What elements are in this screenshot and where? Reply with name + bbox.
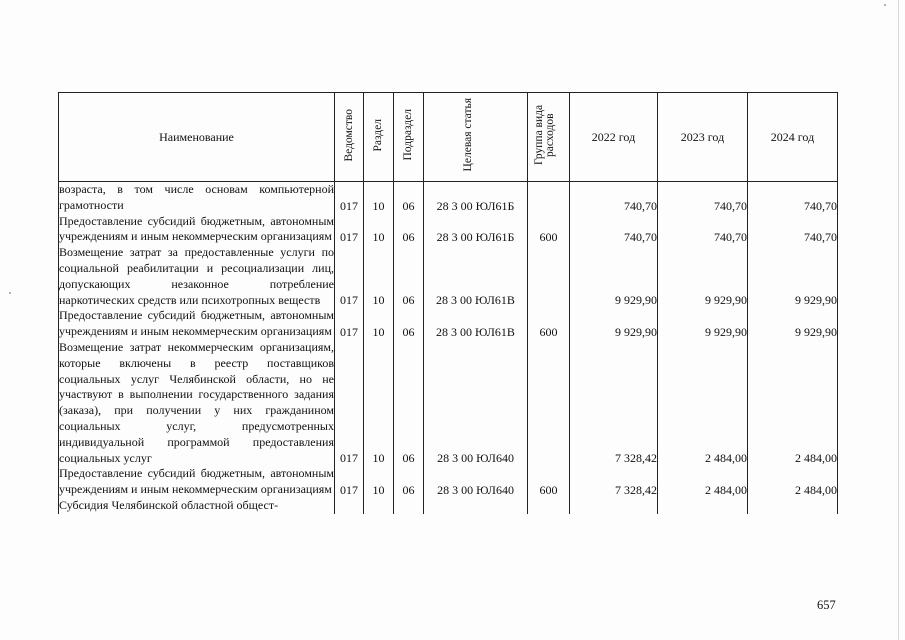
row-podrazdel: 06 bbox=[394, 466, 424, 498]
row-statya: 28 3 00 ЮЛ640 bbox=[424, 340, 528, 466]
col-header-gruppa: Группа вида расходов bbox=[528, 93, 570, 182]
row-name: Предоставление субсидий бюджетным, автономным учреждениям и иным некоммерческим организациям bbox=[59, 308, 334, 339]
row-razdel: 10 bbox=[364, 245, 394, 308]
row-gruppa bbox=[528, 340, 570, 466]
budget-table bbox=[58, 92, 838, 514]
row-value-2024: 2 484,00 bbox=[748, 340, 838, 466]
table-row bbox=[59, 498, 838, 514]
row-value-2022: 740,70 bbox=[570, 214, 658, 246]
row-value-2022: 7 328,42 bbox=[570, 340, 658, 466]
row-podrazdel bbox=[394, 498, 424, 514]
row-value-2023: 2 484,00 bbox=[658, 340, 748, 466]
row-gruppa bbox=[528, 498, 570, 514]
row-value-2023 bbox=[658, 498, 748, 514]
row-vedomstvo: 017 bbox=[335, 340, 364, 466]
row-name: Субсидия Челябинской областной общест- bbox=[59, 498, 335, 514]
row-razdel: 10 bbox=[364, 340, 394, 466]
row-value-2024: 9 929,90 bbox=[748, 308, 838, 340]
row-name: возраста, в том числе основам компьютерной грамотности bbox=[59, 182, 334, 212]
row-razdel: 10 bbox=[364, 308, 394, 340]
row-razdel: 10 bbox=[364, 466, 394, 498]
row-gruppa: 600 bbox=[528, 308, 570, 340]
row-value-2022: 9 929,90 bbox=[570, 245, 658, 308]
row-gruppa bbox=[528, 182, 570, 214]
col-header-razdel: Раздел bbox=[364, 93, 394, 182]
table-row bbox=[59, 466, 838, 498]
row-name: Возмещение затрат за предоставленные услуги по социальной реабилитации и ресоциализации лиц, допускающих незаконное потребление наркотических средств или психотропных веществ bbox=[59, 245, 334, 307]
row-name: Предоставление субсидий бюджетным, автономным учреждениям и иным некоммерческим организациям bbox=[59, 213, 334, 244]
table-row bbox=[59, 340, 838, 466]
row-razdel bbox=[364, 498, 394, 514]
scan-speck bbox=[884, 4, 886, 6]
col-header-2023: 2023 год bbox=[658, 93, 748, 182]
row-value-2022: 7 328,42 bbox=[570, 466, 658, 498]
row-value-2023: 9 929,90 bbox=[658, 245, 748, 308]
page-number: 657 bbox=[817, 598, 836, 612]
col-header-2024: 2024 год bbox=[748, 93, 838, 182]
row-vedomstvo: 017 bbox=[335, 245, 364, 308]
row-podrazdel: 06 bbox=[394, 245, 424, 308]
row-podrazdel: 06 bbox=[394, 214, 424, 246]
row-name: Предоставление субсидий бюджетным, автономным учреждениям и иным некоммерческим организациям bbox=[59, 466, 334, 497]
table-header-row bbox=[59, 93, 838, 182]
row-vedomstvo: 017 bbox=[335, 466, 364, 498]
col-header-statya: Целевая статья bbox=[424, 93, 528, 182]
row-name: Возмещение затрат некоммерческим организациям, которые включены в реестр поставщиков социальных услуг Челябинской области, но не участвуют в выполнении государственного задания (заказа), при получении у них гражданином социальных услуг, предусмотренных индивидуальной программой предоставления социальных услуг bbox=[59, 339, 334, 465]
row-podrazdel: 06 bbox=[394, 340, 424, 466]
row-vedomstvo: 017 bbox=[335, 182, 364, 214]
row-value-2024: 740,70 bbox=[748, 182, 838, 214]
row-value-2022: 740,70 bbox=[570, 182, 658, 214]
col-header-2022: 2022 год bbox=[570, 93, 658, 182]
table-body bbox=[59, 182, 838, 514]
row-value-2024: 9 929,90 bbox=[748, 245, 838, 308]
table-row bbox=[59, 308, 838, 340]
scan-speck bbox=[9, 292, 11, 294]
table-row bbox=[59, 214, 838, 246]
row-razdel: 10 bbox=[364, 214, 394, 246]
row-podrazdel: 06 bbox=[394, 308, 424, 340]
table-row bbox=[59, 182, 838, 214]
row-value-2023: 740,70 bbox=[658, 182, 748, 214]
row-value-2022: 9 929,90 bbox=[570, 308, 658, 340]
scan-edge-line bbox=[898, 0, 899, 640]
col-header-podrazdel: Подраздел bbox=[394, 93, 424, 182]
row-vedomstvo: 017 bbox=[335, 308, 364, 340]
row-gruppa bbox=[528, 245, 570, 308]
row-value-2023: 2 484,00 bbox=[658, 466, 748, 498]
row-podrazdel: 06 bbox=[394, 182, 424, 214]
row-value-2023: 9 929,90 bbox=[658, 308, 748, 340]
row-gruppa: 600 bbox=[528, 214, 570, 246]
row-vedomstvo: 017 bbox=[335, 214, 364, 246]
row-value-2023: 740,70 bbox=[658, 214, 748, 246]
row-statya: 28 3 00 ЮЛ640 bbox=[424, 466, 528, 498]
row-gruppa: 600 bbox=[528, 466, 570, 498]
table-row bbox=[59, 245, 838, 308]
row-razdel: 10 bbox=[364, 182, 394, 214]
row-value-2024 bbox=[748, 498, 838, 514]
row-value-2024: 740,70 bbox=[748, 214, 838, 246]
row-statya bbox=[424, 498, 528, 514]
col-header-name: Наименование bbox=[59, 93, 335, 182]
row-value-2022 bbox=[570, 498, 658, 514]
row-statya: 28 3 00 ЮЛ61Б bbox=[424, 214, 528, 246]
row-statya: 28 3 00 ЮЛ61В bbox=[424, 245, 528, 308]
row-statya: 28 3 00 ЮЛ61В bbox=[424, 308, 528, 340]
row-value-2024: 2 484,00 bbox=[748, 466, 838, 498]
row-statya: 28 3 00 ЮЛ61Б bbox=[424, 182, 528, 214]
col-header-vedomstvo: Ведомство bbox=[335, 93, 364, 182]
row-vedomstvo bbox=[335, 498, 364, 514]
